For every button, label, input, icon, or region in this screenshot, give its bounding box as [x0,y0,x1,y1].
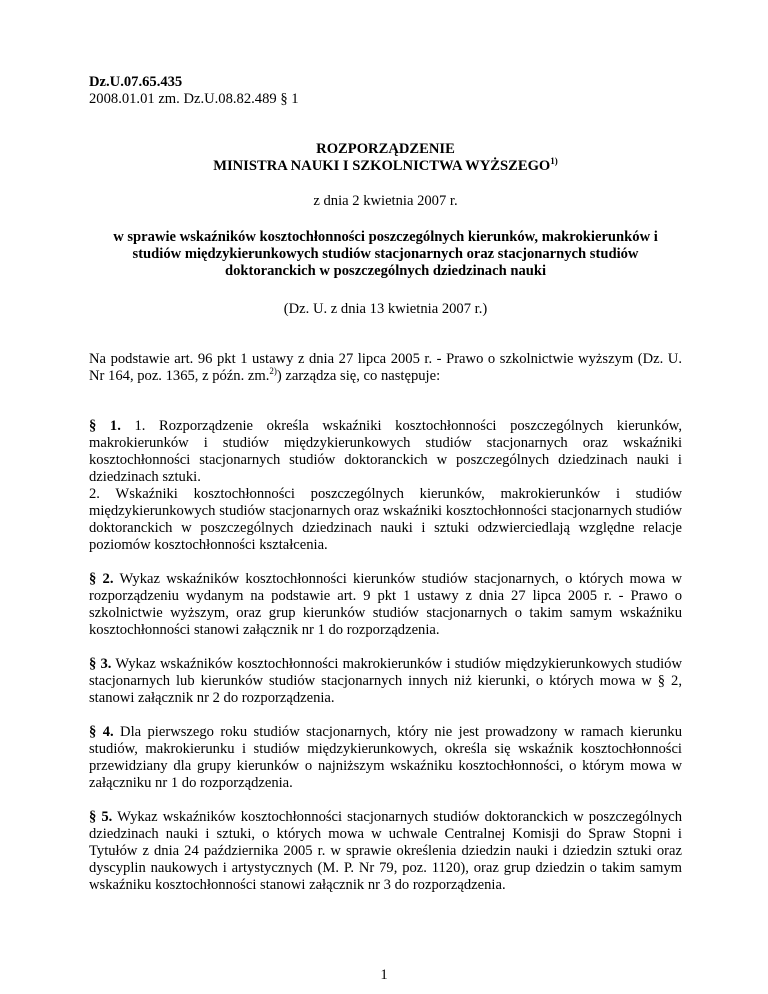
section-text: Wykaz wskaźników kosztochłonności kierunków studiów stacjonarnych, o których mowa w rozporządzeniu wydanym na podstawie art. 9 pkt 1 ustawy z dnia 27 lipca 2005 r. - Prawo o szkolnictwie wyższym, oraz grup kierunków studiów stacjonarnych o takim samym wskaźniku kosztochłonności stanowi załącznik nr 1 do rozporządzenia. [89,571,682,638]
page-number: 1 [380,967,388,983]
section-label: § 4. [89,724,114,740]
issue-date: z dnia 2 kwietnia 2007 r. [313,193,458,209]
title-line-2: MINISTRA NAUKI I SZKOLNICTWA WYŻSZEGO$^{1)}$ [213,156,558,174]
title-line-1: ROZPORZĄDZENIE [316,141,455,157]
footnote-marker-1[interactable]: 1) [550,156,558,167]
paragraph-5 [89,809,682,894]
footnote-marker-2[interactable]: 2) [269,366,277,377]
legal-basis: Na podstawie art. 96 pkt 1 ustawy z dnia 27 lipca 2005 r. - Prawo o szkolnictwie wyższym (Dz. U. Nr 164, poz. 1365, z późn. zm.$^{2)}$) zarządza się, co następuje: [89,351,682,384]
paragraph-4 [89,724,682,792]
section-label: § 1. [89,418,121,434]
section-text: Dla pierwszego roku studiów stacjonarnych, który nie jest prowadzony w ramach kierunku studiów, makrokierunku i studiów międzykierunkowych, określa się wskaźnik kosztochłonności przewidziany dla grupy kierunków o najniższym wskaźniku kosztochłonności, o którym mowa w załączniku nr 1 do rozporządzenia. [89,724,682,791]
section-text: Wykaz wskaźników kosztochłonności makrokierunków i studiów międzykierunkowych studiów stacjonarnych lub kierunków studiów stacjonarnych innych niż kierunki, o których mowa w § 2, stanowi załącznik nr 2 do rozporządzenia. [89,656,683,706]
section-text: Wykaz wskaźników kosztochłonności stacjonarnych studiów doktoranckich w poszczególnych dziedzinach nauki i sztuki, o których mowa w uchwale Centralnej Komisji do Spraw Stopni i Tytułów z dnia 24 października 2005 r. w sprawie określenia dziedzin nauki i dziedzin sztuki oraz dyscyplin naukowych i artystycznych (M. P. Nr 79, poz. 1120), oraz grup dziedzin o takim samym wskaźniku kosztochłonności stanowi załącznik nr 3 do rozporządzenia. [89,809,683,893]
section-text-2: 2. Wskaźniki kosztochłonności poszczególnych kierunków, makrokierunków i studiów międzykierunkowych studiów stacjonarnych oraz wskaźniki kosztochłonności stacjonarnych studiów doktoranckich w poszczególnych dziedzinach nauki i sztuki odzwierciedlają względne relacje poziomów kosztochłonności kształcenia. [89,486,682,553]
section-label: § 5. [89,809,113,825]
journal-code: Dz.U.07.65.435 [89,74,183,90]
paragraph-2 [89,571,682,639]
amendment-note: 2008.01.01 zm. Dz.U.08.82.489 § 1 [89,91,299,107]
publication-note: (Dz. U. z dnia 13 kwietnia 2007 r.) [283,301,488,317]
paragraph-1 [89,418,682,554]
document-page [89,74,682,894]
section-label: § 2. [89,571,114,587]
section-text: 1. Rozporządzenie określa wskaźniki kosztochłonności poszczególnych kierunków, makrokierunków i studiów międzykierunkowych studiów stacjonarnych oraz wskaźniki kosztochłonności stacjonarnych studiów doktoranckich w poszczególnych dziedzinach nauki i dziedzinach sztuki. [89,418,683,485]
title-block [89,141,682,175]
paragraph-3 [89,656,682,707]
section-label: § 3. [89,656,112,672]
regulation-subject: w sprawie wskaźników kosztochłonności poszczególnych kierunków, makrokierunków i studiów międzykierunkowych studiów stacjonarnych oraz stacjonarnych studiów doktoranckich w poszczególnych dziedzinach nauki [113,229,658,279]
